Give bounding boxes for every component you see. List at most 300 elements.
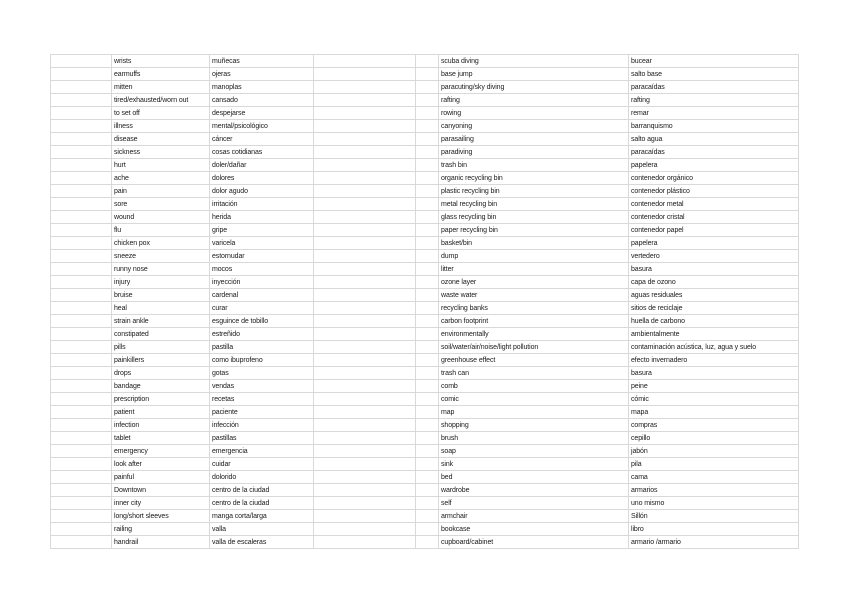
blank-cell [416, 250, 439, 263]
spanish-translation-cell: herida [210, 211, 314, 224]
blank-cell [314, 107, 416, 120]
blank-cell [51, 432, 112, 445]
english-term-cell: organic recycling bin [439, 172, 629, 185]
english-term-cell: paper recycling bin [439, 224, 629, 237]
spanish-translation-cell: emergencia [210, 445, 314, 458]
blank-cell [314, 198, 416, 211]
table-row [51, 94, 799, 107]
english-term-cell: plastic recycling bin [439, 185, 629, 198]
spanish-translation-cell: dolorido [210, 471, 314, 484]
blank-cell [51, 107, 112, 120]
spanish-translation-cell: contaminación acústica, luz, agua y suelo [629, 341, 799, 354]
english-term-cell: trash bin [439, 159, 629, 172]
english-term-cell: bed [439, 471, 629, 484]
english-term-cell: rowing [439, 107, 629, 120]
blank-cell [416, 276, 439, 289]
english-term-cell: sore [112, 198, 210, 211]
english-term-cell: comic [439, 393, 629, 406]
spanish-translation-cell: cosas cotidianas [210, 146, 314, 159]
spanish-translation-cell: paracaídas [629, 81, 799, 94]
blank-cell [314, 341, 416, 354]
blank-cell [416, 445, 439, 458]
english-term-cell: hurt [112, 159, 210, 172]
spanish-translation-cell: capa de ozono [629, 276, 799, 289]
blank-cell [314, 380, 416, 393]
spanish-translation-cell: cardenal [210, 289, 314, 302]
blank-cell [416, 419, 439, 432]
blank-cell [51, 536, 112, 549]
blank-cell [416, 484, 439, 497]
table-row [51, 55, 799, 68]
blank-cell [416, 198, 439, 211]
table-row [51, 81, 799, 94]
spanish-translation-cell: aguas residuales [629, 289, 799, 302]
blank-cell [51, 120, 112, 133]
spanish-translation-cell: armario /armario [629, 536, 799, 549]
english-term-cell: emergency [112, 445, 210, 458]
blank-cell [51, 471, 112, 484]
blank-cell [314, 497, 416, 510]
blank-cell [314, 120, 416, 133]
english-term-cell: painful [112, 471, 210, 484]
table-row [51, 289, 799, 302]
spanish-translation-cell: centro de la ciudad [210, 484, 314, 497]
table-row [51, 120, 799, 133]
vocabulary-table-body [51, 55, 799, 549]
table-row [51, 510, 799, 523]
blank-cell [51, 224, 112, 237]
spanish-translation-cell: efecto invernadero [629, 354, 799, 367]
blank-cell [314, 419, 416, 432]
blank-cell [314, 354, 416, 367]
spanish-translation-cell: libro [629, 523, 799, 536]
spanish-translation-cell: contenedor papel [629, 224, 799, 237]
english-term-cell: wrists [112, 55, 210, 68]
spanish-translation-cell: manga corta/larga [210, 510, 314, 523]
blank-cell [314, 237, 416, 250]
table-row [51, 315, 799, 328]
spanish-translation-cell: estornudar [210, 250, 314, 263]
blank-cell [51, 354, 112, 367]
table-row [51, 393, 799, 406]
english-term-cell: bookcase [439, 523, 629, 536]
table-row [51, 328, 799, 341]
table-row [51, 497, 799, 510]
table-row [51, 341, 799, 354]
spanish-translation-cell: barranquismo [629, 120, 799, 133]
blank-cell [51, 133, 112, 146]
table-row [51, 406, 799, 419]
blank-cell [314, 536, 416, 549]
blank-cell [416, 263, 439, 276]
spanish-translation-cell: irritación [210, 198, 314, 211]
spanish-translation-cell: inyección [210, 276, 314, 289]
english-term-cell: comb [439, 380, 629, 393]
spanish-translation-cell: cuidar [210, 458, 314, 471]
english-term-cell: environmentally [439, 328, 629, 341]
english-term-cell: dump [439, 250, 629, 263]
blank-cell [416, 107, 439, 120]
english-term-cell: handrail [112, 536, 210, 549]
blank-cell [51, 315, 112, 328]
blank-cell [314, 315, 416, 328]
blank-cell [51, 263, 112, 276]
blank-cell [416, 510, 439, 523]
table-row [51, 419, 799, 432]
english-term-cell: parasailing [439, 133, 629, 146]
blank-cell [416, 471, 439, 484]
table-row [51, 133, 799, 146]
english-term-cell: canyoning [439, 120, 629, 133]
spanish-translation-cell: papelera [629, 159, 799, 172]
blank-cell [416, 237, 439, 250]
english-term-cell: tired/exhausted/worn out [112, 94, 210, 107]
blank-cell [51, 380, 112, 393]
blank-cell [314, 68, 416, 81]
spanish-translation-cell: cansado [210, 94, 314, 107]
blank-cell [314, 510, 416, 523]
spanish-translation-cell: ambientalmente [629, 328, 799, 341]
english-term-cell: shopping [439, 419, 629, 432]
spanish-translation-cell: Sillón [629, 510, 799, 523]
blank-cell [416, 289, 439, 302]
english-term-cell: tablet [112, 432, 210, 445]
table-row [51, 146, 799, 159]
blank-cell [51, 523, 112, 536]
spanish-translation-cell: mocos [210, 263, 314, 276]
spanish-translation-cell: doler/dañar [210, 159, 314, 172]
blank-cell [314, 159, 416, 172]
spanish-translation-cell: cama [629, 471, 799, 484]
english-term-cell: greenhouse effect [439, 354, 629, 367]
blank-cell [51, 276, 112, 289]
blank-cell [314, 276, 416, 289]
spanish-translation-cell: armarios [629, 484, 799, 497]
spanish-translation-cell: estreñido [210, 328, 314, 341]
english-term-cell: trash can [439, 367, 629, 380]
english-term-cell: rafting [439, 94, 629, 107]
blank-cell [51, 198, 112, 211]
table-row [51, 354, 799, 367]
spanish-translation-cell: uno mismo [629, 497, 799, 510]
blank-cell [51, 510, 112, 523]
blank-cell [314, 406, 416, 419]
english-term-cell: sneeze [112, 250, 210, 263]
english-term-cell: glass recycling bin [439, 211, 629, 224]
table-row [51, 302, 799, 315]
english-term-cell: long/short sleeves [112, 510, 210, 523]
spanish-translation-cell: paracaídas [629, 146, 799, 159]
blank-cell [51, 81, 112, 94]
english-term-cell: sickness [112, 146, 210, 159]
table-row [51, 211, 799, 224]
spanish-translation-cell: gotas [210, 367, 314, 380]
vocabulary-table [50, 54, 799, 549]
blank-cell [51, 237, 112, 250]
blank-cell [314, 458, 416, 471]
blank-cell [416, 185, 439, 198]
blank-cell [51, 289, 112, 302]
table-row [51, 159, 799, 172]
spanish-translation-cell: contenedor metal [629, 198, 799, 211]
english-term-cell: disease [112, 133, 210, 146]
blank-cell [314, 146, 416, 159]
english-term-cell: cupboard/cabinet [439, 536, 629, 549]
english-term-cell: scuba diving [439, 55, 629, 68]
blank-cell [51, 159, 112, 172]
spanish-translation-cell: papelera [629, 237, 799, 250]
english-term-cell: armchair [439, 510, 629, 523]
blank-cell [51, 419, 112, 432]
blank-cell [416, 367, 439, 380]
blank-cell [314, 289, 416, 302]
english-term-cell: metal recycling bin [439, 198, 629, 211]
spanish-translation-cell: sitios de reciclaje [629, 302, 799, 315]
blank-cell [416, 146, 439, 159]
spanish-translation-cell: huella de carbono [629, 315, 799, 328]
english-term-cell: soil/water/air/noise/light pollution [439, 341, 629, 354]
blank-cell [416, 432, 439, 445]
table-row [51, 250, 799, 263]
spanish-translation-cell: paciente [210, 406, 314, 419]
spanish-translation-cell: salto base [629, 68, 799, 81]
english-term-cell: strain ankle [112, 315, 210, 328]
blank-cell [314, 250, 416, 263]
blank-cell [51, 68, 112, 81]
blank-cell [416, 133, 439, 146]
table-row [51, 224, 799, 237]
spanish-translation-cell: cómic [629, 393, 799, 406]
spanish-translation-cell: mapa [629, 406, 799, 419]
english-term-cell: waste water [439, 289, 629, 302]
blank-cell [51, 250, 112, 263]
blank-cell [51, 367, 112, 380]
english-term-cell: carbon footprint [439, 315, 629, 328]
table-row [51, 198, 799, 211]
blank-cell [314, 185, 416, 198]
english-term-cell: bruise [112, 289, 210, 302]
spanish-translation-cell: bucear [629, 55, 799, 68]
spanish-translation-cell: varicela [210, 237, 314, 250]
spanish-translation-cell: valla [210, 523, 314, 536]
english-term-cell: map [439, 406, 629, 419]
blank-cell [416, 354, 439, 367]
english-term-cell: railing [112, 523, 210, 536]
english-term-cell: drops [112, 367, 210, 380]
spanish-translation-cell: rafting [629, 94, 799, 107]
table-row [51, 484, 799, 497]
blank-cell [51, 211, 112, 224]
blank-cell [314, 523, 416, 536]
spanish-translation-cell: gripe [210, 224, 314, 237]
blank-cell [314, 94, 416, 107]
blank-cell [416, 536, 439, 549]
spanish-translation-cell: infección [210, 419, 314, 432]
blank-cell [51, 185, 112, 198]
blank-cell [314, 445, 416, 458]
blank-cell [51, 497, 112, 510]
blank-cell [314, 302, 416, 315]
blank-cell [314, 55, 416, 68]
english-term-cell: base jump [439, 68, 629, 81]
blank-cell [314, 432, 416, 445]
english-term-cell: to set off [112, 107, 210, 120]
english-term-cell: chicken pox [112, 237, 210, 250]
blank-cell [416, 81, 439, 94]
table-row [51, 276, 799, 289]
blank-cell [416, 172, 439, 185]
table-row [51, 458, 799, 471]
spanish-translation-cell: jabón [629, 445, 799, 458]
blank-cell [51, 393, 112, 406]
blank-cell [416, 523, 439, 536]
spanish-translation-cell: manoplas [210, 81, 314, 94]
table-row [51, 471, 799, 484]
english-term-cell: paradiving [439, 146, 629, 159]
english-term-cell: ozone layer [439, 276, 629, 289]
spanish-translation-cell: vertedero [629, 250, 799, 263]
blank-cell [416, 68, 439, 81]
english-term-cell: flu [112, 224, 210, 237]
spanish-translation-cell: muñecas [210, 55, 314, 68]
english-term-cell: self [439, 497, 629, 510]
blank-cell [314, 133, 416, 146]
spanish-translation-cell: como ibuprofeno [210, 354, 314, 367]
spanish-translation-cell: cepillo [629, 432, 799, 445]
spanish-translation-cell: dolor agudo [210, 185, 314, 198]
english-term-cell: infection [112, 419, 210, 432]
english-term-cell: prescription [112, 393, 210, 406]
english-term-cell: heal [112, 302, 210, 315]
english-term-cell: sink [439, 458, 629, 471]
spanish-translation-cell: remar [629, 107, 799, 120]
spanish-translation-cell: contenedor plástico [629, 185, 799, 198]
table-row [51, 523, 799, 536]
table-row [51, 172, 799, 185]
table-row [51, 536, 799, 549]
blank-cell [51, 55, 112, 68]
table-row [51, 367, 799, 380]
blank-cell [416, 315, 439, 328]
spanish-translation-cell: despejarse [210, 107, 314, 120]
blank-cell [416, 341, 439, 354]
spanish-translation-cell: basura [629, 263, 799, 276]
blank-cell [51, 146, 112, 159]
spanish-translation-cell: esguince de tobillo [210, 315, 314, 328]
english-term-cell: ache [112, 172, 210, 185]
english-term-cell: pain [112, 185, 210, 198]
blank-cell [416, 94, 439, 107]
spanish-translation-cell: basura [629, 367, 799, 380]
spanish-translation-cell: centro de la ciudad [210, 497, 314, 510]
spanish-translation-cell: curar [210, 302, 314, 315]
english-term-cell: wound [112, 211, 210, 224]
table-row [51, 445, 799, 458]
table-row [51, 432, 799, 445]
blank-cell [51, 484, 112, 497]
spanish-translation-cell: pastillas [210, 432, 314, 445]
spanish-translation-cell: compras [629, 419, 799, 432]
blank-cell [314, 328, 416, 341]
blank-cell [314, 211, 416, 224]
spanish-translation-cell: ojeras [210, 68, 314, 81]
blank-cell [51, 341, 112, 354]
blank-cell [416, 302, 439, 315]
spanish-translation-cell: contenedor orgánico [629, 172, 799, 185]
blank-cell [314, 367, 416, 380]
blank-cell [314, 263, 416, 276]
spanish-translation-cell: salto agua [629, 133, 799, 146]
blank-cell [314, 224, 416, 237]
english-term-cell: litter [439, 263, 629, 276]
blank-cell [51, 94, 112, 107]
blank-cell [51, 328, 112, 341]
english-term-cell: brush [439, 432, 629, 445]
english-term-cell: inner city [112, 497, 210, 510]
spanish-translation-cell: recetas [210, 393, 314, 406]
blank-cell [416, 406, 439, 419]
blank-cell [416, 328, 439, 341]
blank-cell [314, 393, 416, 406]
table-row [51, 263, 799, 276]
spanish-translation-cell: peine [629, 380, 799, 393]
english-term-cell: wardrobe [439, 484, 629, 497]
spanish-translation-cell: pila [629, 458, 799, 471]
blank-cell [51, 406, 112, 419]
blank-cell [314, 172, 416, 185]
blank-cell [416, 55, 439, 68]
spanish-translation-cell: contenedor cristal [629, 211, 799, 224]
blank-cell [416, 224, 439, 237]
blank-cell [314, 81, 416, 94]
english-term-cell: bandage [112, 380, 210, 393]
table-row [51, 237, 799, 250]
spanish-translation-cell: mental/psicológico [210, 120, 314, 133]
blank-cell [51, 458, 112, 471]
spanish-translation-cell: dolores [210, 172, 314, 185]
blank-cell [314, 484, 416, 497]
blank-cell [51, 445, 112, 458]
spanish-translation-cell: valla de escaleras [210, 536, 314, 549]
blank-cell [416, 211, 439, 224]
english-term-cell: look after [112, 458, 210, 471]
blank-cell [314, 471, 416, 484]
english-term-cell: painkillers [112, 354, 210, 367]
blank-cell [416, 120, 439, 133]
blank-cell [416, 393, 439, 406]
blank-cell [416, 380, 439, 393]
spanish-translation-cell: cáncer [210, 133, 314, 146]
english-term-cell: Downtown [112, 484, 210, 497]
blank-cell [51, 302, 112, 315]
table-row [51, 107, 799, 120]
english-term-cell: illness [112, 120, 210, 133]
table-row [51, 68, 799, 81]
english-term-cell: mitten [112, 81, 210, 94]
table-row [51, 380, 799, 393]
spanish-translation-cell: vendas [210, 380, 314, 393]
blank-cell [416, 458, 439, 471]
spanish-translation-cell: pastilla [210, 341, 314, 354]
blank-cell [416, 497, 439, 510]
english-term-cell: basket/bin [439, 237, 629, 250]
english-term-cell: earmuffs [112, 68, 210, 81]
english-term-cell: pills [112, 341, 210, 354]
english-term-cell: injury [112, 276, 210, 289]
english-term-cell: runny nose [112, 263, 210, 276]
table-row [51, 185, 799, 198]
english-term-cell: soap [439, 445, 629, 458]
